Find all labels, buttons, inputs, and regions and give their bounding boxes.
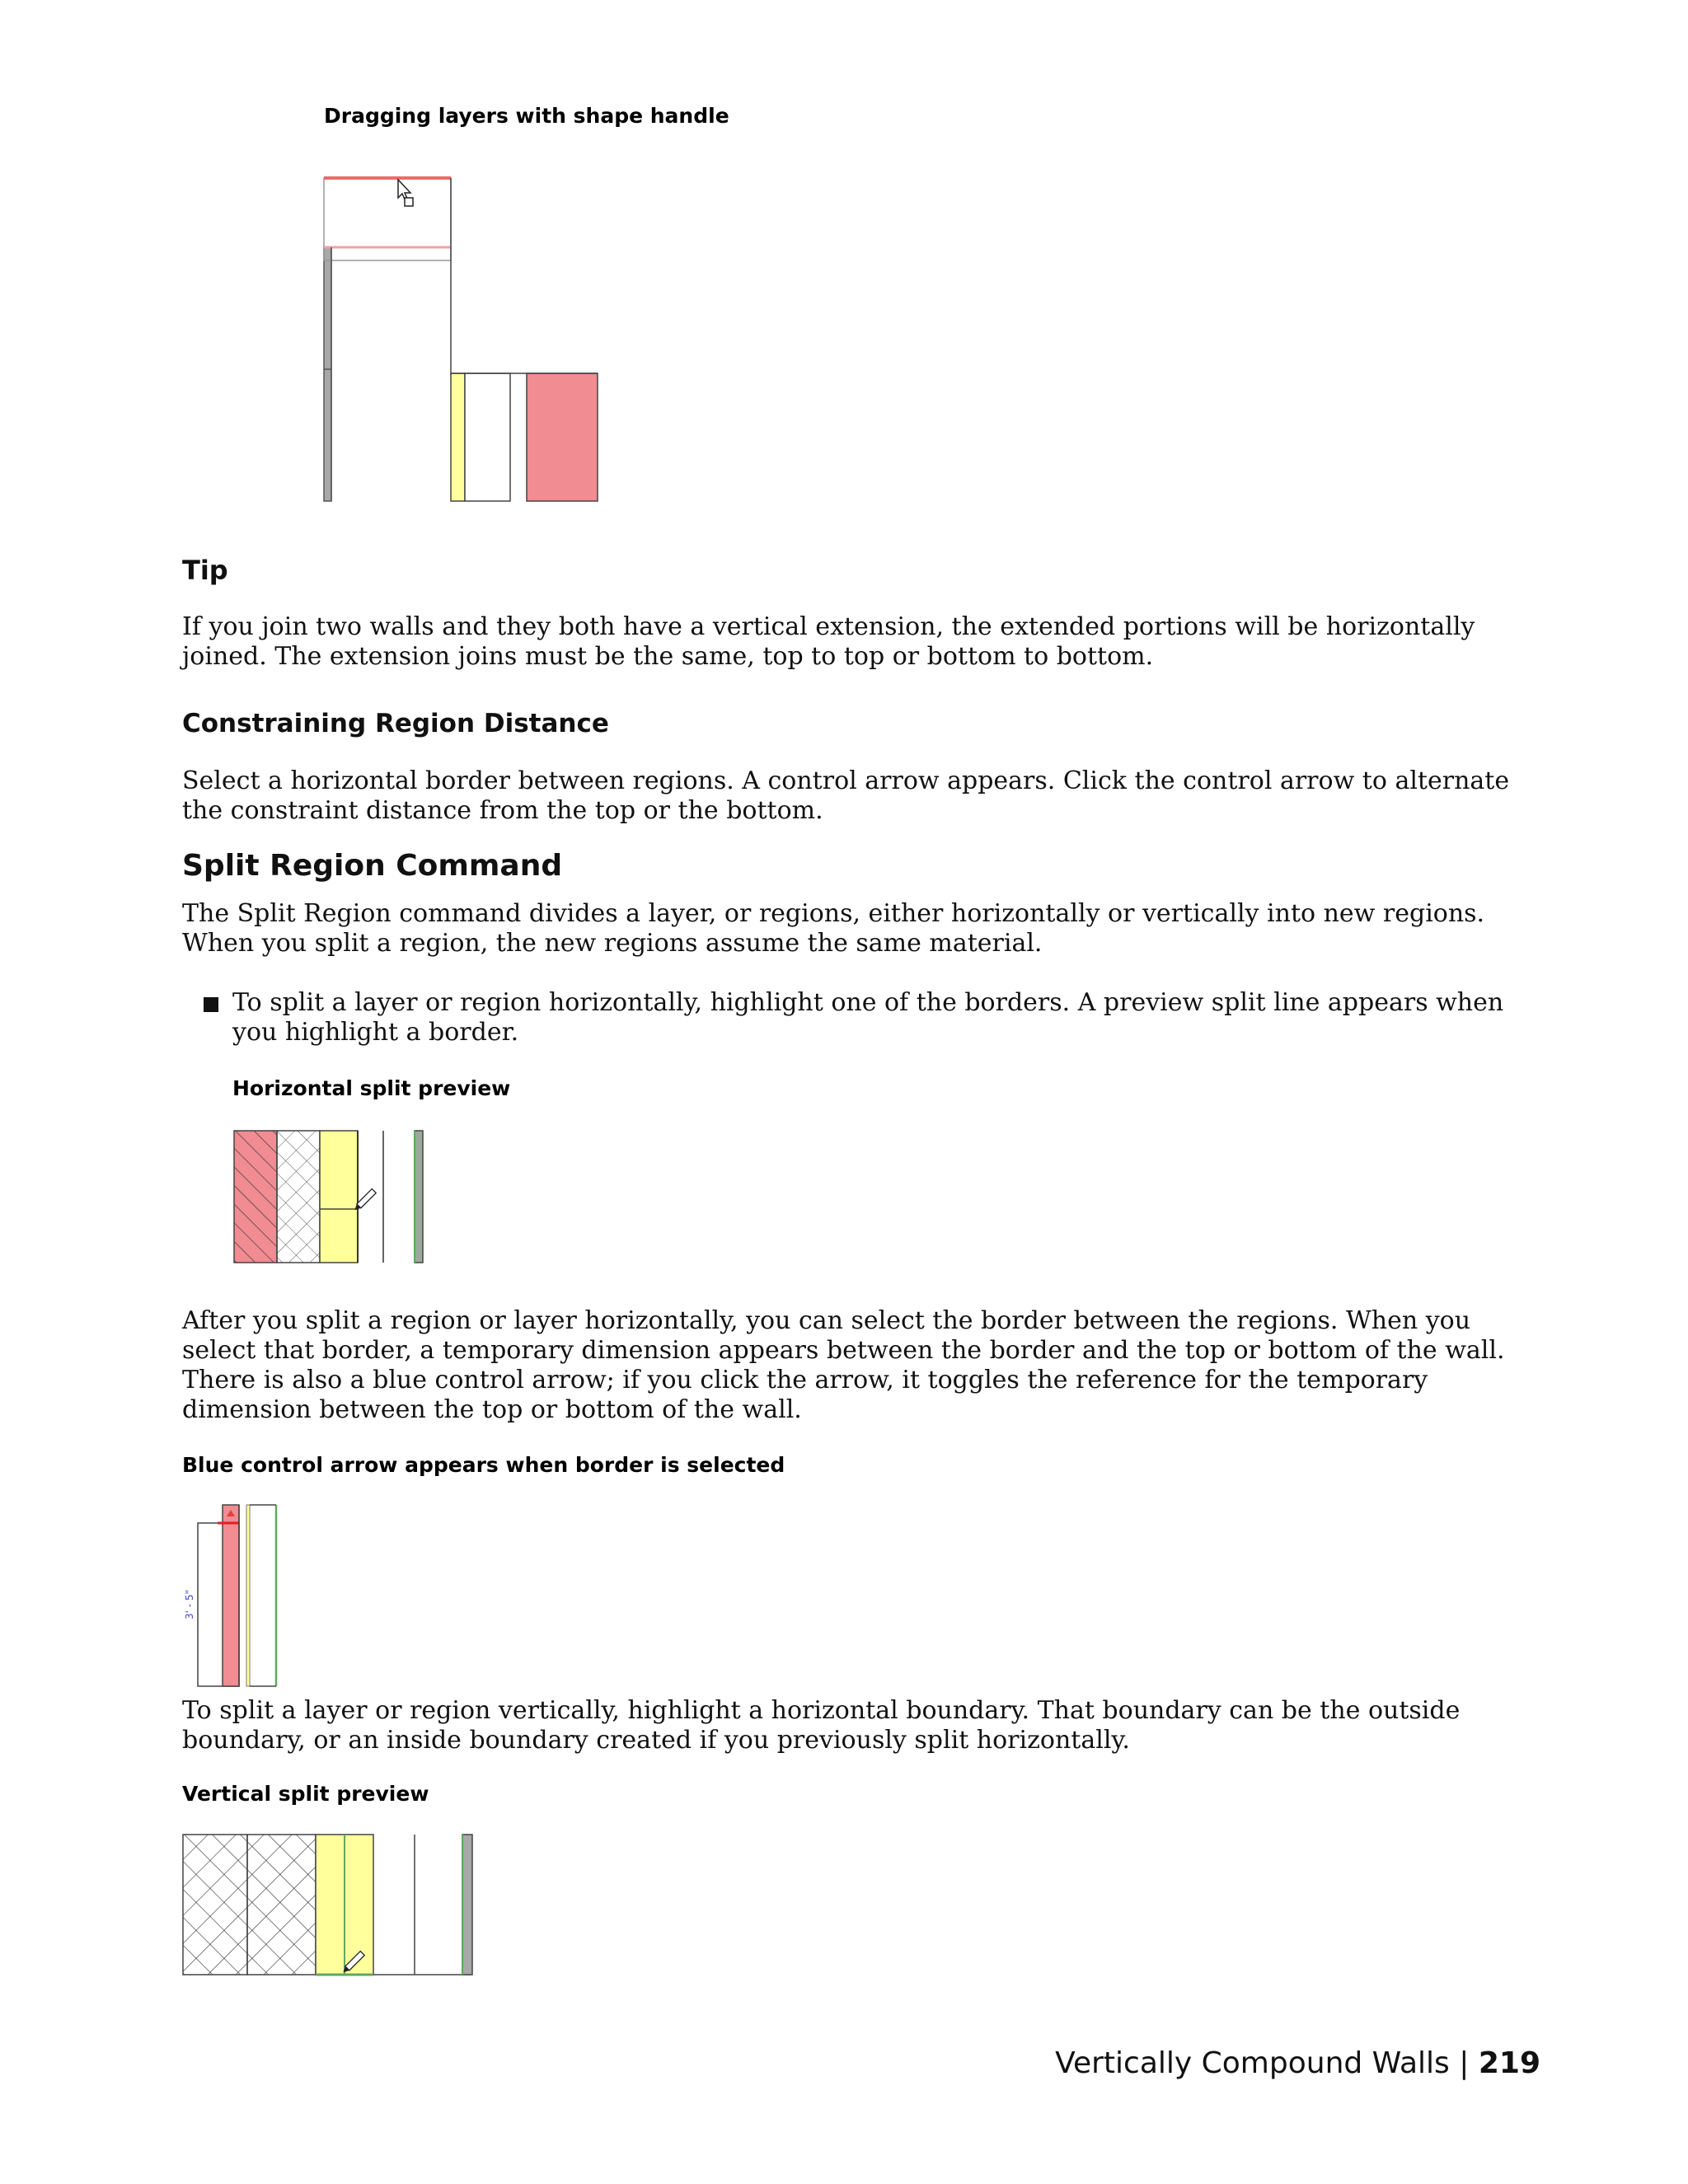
wall-layer-pink[interactable]: [527, 373, 598, 501]
after-split-text: After you split a region or layer horizontally, you can select the border between the regions. When you select that border, a temporary dimension appears between the border and the top or bottom of the wall. There is also a blue control arrow; if you click the arrow, it toggles the reference for the temporary dimension between the top or bottom of the wall.: [182, 1306, 1505, 1424]
layer-crosshatch-1[interactable]: [183, 1835, 247, 1975]
temporary-dimension-label: 3' - 5": [184, 1589, 195, 1620]
layer-yellow[interactable]: [320, 1131, 358, 1263]
tip-heading: Tip: [182, 555, 228, 586]
figure-horizontal-split-preview: [233, 1129, 424, 1265]
figure-caption-vertical-split: Vertical split preview: [182, 1782, 429, 1806]
figure-caption-horizontal-split: Horizontal split preview: [232, 1076, 511, 1100]
figure-caption-blue-arrow: Blue control arrow appears when border is selected: [182, 1453, 785, 1477]
figure-blue-control-arrow: [183, 1502, 282, 1692]
constraining-text: Select a horizontal border between regions. A control arrow appears. Click the control arrow to alternate the constraint distance from the top or the bottom.: [182, 766, 1510, 825]
split-region-heading: Split Region Command: [182, 849, 563, 883]
page-number: 219: [1478, 2046, 1540, 2080]
footer-section-title: Vertically Compound Walls: [1055, 2046, 1450, 2080]
layer-green-gray[interactable]: [415, 1131, 423, 1263]
footer-separator: |: [1459, 2046, 1470, 2080]
constraining-heading: Constraining Region Distance: [182, 709, 609, 738]
move-cursor-icon: [398, 180, 413, 206]
figure-vertical-split-preview: [182, 1832, 481, 1979]
tip-text: If you join two walls and they both have a vertical extension, the extended portions will be horizontally joined. The extension joins must be the same, top to top or bottom to bottom.: [182, 612, 1475, 671]
page-footer: [1055, 2046, 1540, 2080]
layer-crosshatch[interactable]: [277, 1131, 320, 1263]
wall-layer-yellow[interactable]: [451, 373, 465, 501]
bullet-square-icon: [204, 997, 218, 1012]
vertical-split-text: To split a layer or region vertically, highlight a horizontal boundary. That boundary can be the outside boundary, or an inside boundary created if you previously split horizontally.: [182, 1696, 1461, 1755]
layer-gray[interactable]: [462, 1835, 472, 1975]
figure-dragging-layers: [313, 165, 610, 511]
selected-layer-pink[interactable]: [223, 1505, 239, 1686]
layer-yellow[interactable]: [316, 1835, 345, 1975]
figure-caption-dragging-layers: Dragging layers with shape handle: [324, 104, 729, 128]
wall-layer-gray[interactable]: [324, 247, 331, 501]
split-region-intro: The Split Region command divides a layer, or regions, either horizontally or vertically into new regions. When you split a region, the new regions assume the same material.: [182, 899, 1485, 958]
split-bullet-text: To split a layer or region horizontally, highlight one of the borders. A preview split line appears when you highlight a border.: [232, 988, 1504, 1047]
layer-crosshatch-2[interactable]: [247, 1835, 316, 1975]
